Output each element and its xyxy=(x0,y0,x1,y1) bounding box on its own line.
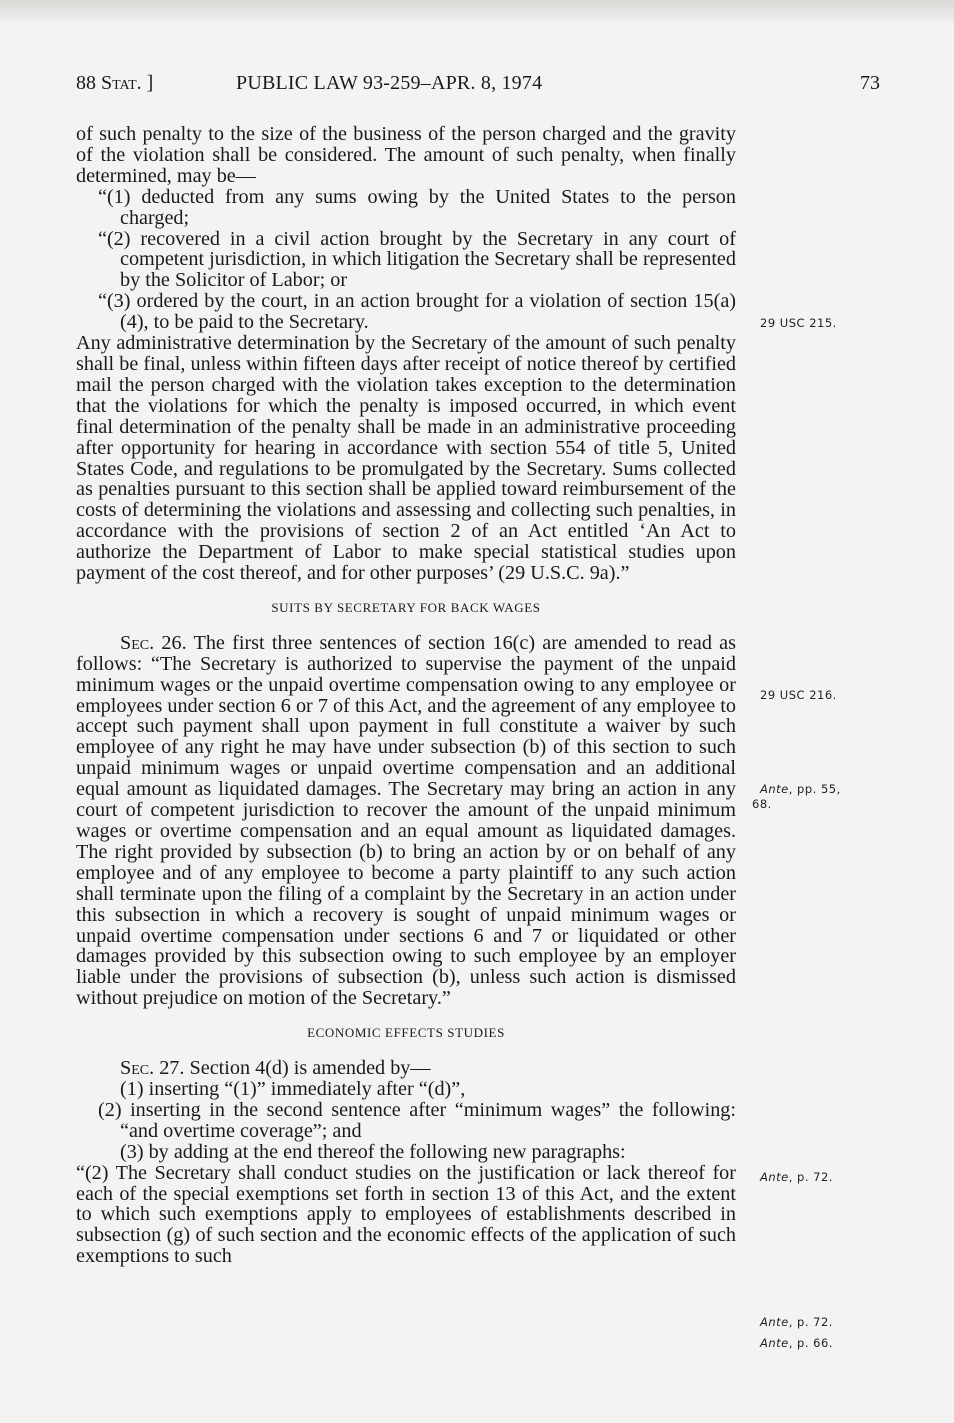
margin-note-ante-66 xyxy=(760,1336,833,1350)
section-26 xyxy=(76,633,736,1009)
page-header xyxy=(76,72,880,106)
amendment-item-3: (3) by adding at the end thereof the following new paragraphs: xyxy=(120,1140,626,1163)
ante-label: Ante xyxy=(760,1170,789,1184)
page-top-edge xyxy=(0,0,954,22)
section-26-label: Sec. 26. xyxy=(120,631,187,654)
section-27 xyxy=(76,1058,736,1079)
ante-label: Ante xyxy=(760,1315,789,1329)
amendment-item-1: (1) inserting “(1)” immediately after “(d)”, xyxy=(120,1077,466,1100)
clause-3: “(3) ordered by the court, in an action brought for a violation of section 15(a)(4), to be paid to the Secretary. xyxy=(98,290,736,334)
paragraph-studies: “(2) The Secretary shall conduct studies on the justification or lack thereof for each of the special exemptions set forth in section 13 of this Act, and the extent to which such exemptions apply to employees of establishments described in subsection (g) of such section and the economic effects of the application of such exemptions to such xyxy=(76,1161,736,1268)
margin-note-ante-68: 68. xyxy=(752,797,772,811)
paragraph-administrative-determination: Any administrative determination by the Secretary of the amount of such penalty shall be final, unless within fifteen days after receipt of notice thereof by certified mail the person charged with the violation takes exception to the determination that the violations for which the penalty is imposed occurred, in which event final determination of the penalty shall be made in an administrative proceeding after opportunity for hearing in accordance with section 554 of title 5, United States Code, and regulations to be promulgated by the Secretary. Sums collected as penalties pursuant to this section shall be applied toward reimbursement of the costs of determining the violations and assessing and collecting such penalties, in accordance with the provisions of section 2 of an Act entitled ‘An Act to authorize the Department of Labor to make special statistical studies upon payment of the cost thereof, and for other purposes’ (29 U.S.C. 9a).” xyxy=(76,332,736,585)
margin-note-ante-72-b xyxy=(760,1315,833,1329)
ante-pages: , pp. 55, xyxy=(788,782,841,796)
section-heading-suits: SUITS BY SECRETARY FOR BACK WAGES xyxy=(271,599,541,615)
running-title: PUBLIC LAW 93-259–APR. 8, 1974 xyxy=(236,72,543,94)
clause-2: “(2) recovered in a civil action brought by the Secretary in any court of competent jurisdiction, in which litigation the Secretary shall be represented by the Solicitor of Labor; or xyxy=(98,227,736,292)
ante-label: Ante xyxy=(760,782,789,796)
paragraph-penalty-intro: of such penalty to the size of the business of the person charged and the gravity of the violation shall be considered. The amount of such penalty, when finally determined, may be— xyxy=(76,123,736,187)
margin-note-29-usc-215: 29 USC 215. xyxy=(760,316,837,330)
margin-note-ante-55 xyxy=(760,782,841,796)
margin-note-29-usc-216: 29 USC 216. xyxy=(760,688,837,702)
page-number: 73 xyxy=(860,72,880,94)
ante-page: , p. 72. xyxy=(788,1315,833,1329)
volume-citation: 88 Stat. ] xyxy=(76,72,154,94)
body-text xyxy=(76,124,736,1267)
margin-note-ante-72-a xyxy=(760,1170,833,1184)
section-26-text: The first three sentences of section 16(c) are amended to read as follows: “The Secretary is authorized to supervise the payment of the unpaid minimum wages or the unpaid overtime compensation owing to any employee or employees under section 6 or 7 of this Act, and the agreement of any employee to accept such payment shall upon payment in full constitute a waiver by such employee of any right he may have under subsection (b) of this section to such unpaid minimum wages or unpaid overtime compensation and an additional equal amount as liquidated damages. The Secretary may bring an action in any court of competent jurisdiction to recover the amount of the unpaid minimum wages or overtime compensation and an equal amount as liquidated damages. The right provided by subsection (b) to bring an action by or on behalf of any employee and of any employee to become a party plaintiff to any such action shall terminate upon the filing of a complaint by the Secretary in an action under this subsection in which a recovery is sought of unpaid minimum wages or unpaid overtime compensation under sections 6 and 7 or liquidated or other damages provided by this subsection owing to such employee by an employer liable under the provisions of subsection (b), unless such action is dismissed without prejudice on motion of the Secretary.” xyxy=(76,631,736,1010)
ante-page: , p. 66. xyxy=(788,1336,833,1350)
ante-label: Ante xyxy=(760,1336,789,1350)
section-heading-economic: ECONOMIC EFFECTS STUDIES xyxy=(307,1025,505,1041)
section-27-text: Section 4(d) is amended by— xyxy=(184,1057,431,1080)
section-27-label: Sec. 27. xyxy=(120,1057,185,1080)
clause-1: “(1) deducted from any sums owing by the United States to the person charged; xyxy=(98,185,736,229)
ante-page: , p. 72. xyxy=(788,1170,833,1184)
amendment-item-2: (2) inserting in the second sentence after “minimum wages” the following: “and overtime coverage”; and xyxy=(98,1098,736,1142)
